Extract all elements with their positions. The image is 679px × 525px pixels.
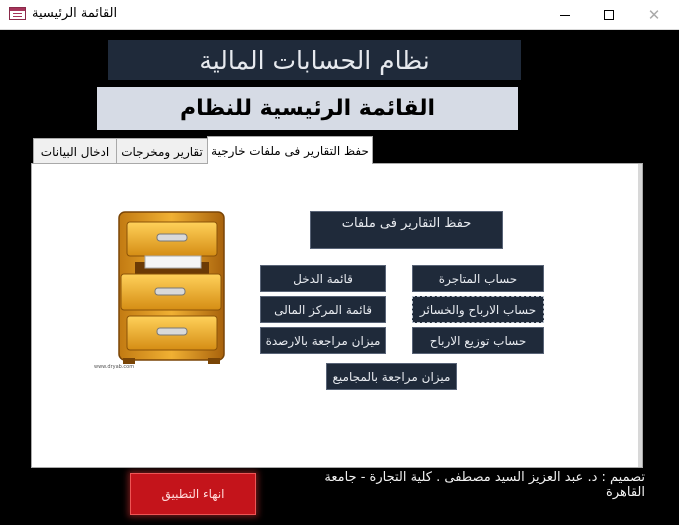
tab-panel [31,163,643,468]
trading-account-button[interactable]: حساب المتاجرة [412,265,544,292]
window-title: القائمة الرئيسية [32,6,118,21]
minimize-icon [560,15,570,16]
designer-credit: تصميم : د. عبد العزيز السيد مصطفى . كلية التجارة - جامعة القاهرة [324,470,645,500]
image-caption: www.dryab.com [94,364,135,370]
trial-balance-totals-button[interactable]: ميزان مراجعة بالمجاميع [326,363,457,390]
form-icon [9,7,26,20]
file-cabinet-icon [115,210,228,365]
close-icon: ✕ [647,6,661,24]
close-button[interactable] [631,0,677,30]
tab-save-reports[interactable]: حفظ التقارير فى ملفات خارجية [207,136,373,164]
tab-data-entry[interactable]: ادخال البيانات [33,138,117,164]
financial-position-button[interactable]: قائمة المركز المالى [260,296,386,323]
title-bar [0,0,679,30]
minimize-button[interactable] [542,0,588,30]
income-statement-button[interactable]: قائمة الدخل [260,265,386,292]
menu-title: القائمة الرئيسية للنظام [97,87,518,130]
profit-distribution-button[interactable]: حساب توزيع الارباح [412,327,544,354]
trial-balance-balances-button[interactable]: ميزان مراجعة بالارصدة [260,327,386,354]
maximize-button[interactable] [586,0,632,30]
maximize-icon [604,10,614,20]
panel-border [638,164,642,467]
profit-loss-button[interactable]: حساب الارباح والخسائر [412,296,544,323]
exit-application-button[interactable]: انهاء التطبيق [130,473,256,515]
system-title: نظام الحسابات المالية [108,40,521,80]
tab-reports[interactable]: تقارير ومخرجات [116,138,208,164]
save-reports-to-files-button[interactable]: حفظ التقارير فى ملفات [310,211,503,249]
